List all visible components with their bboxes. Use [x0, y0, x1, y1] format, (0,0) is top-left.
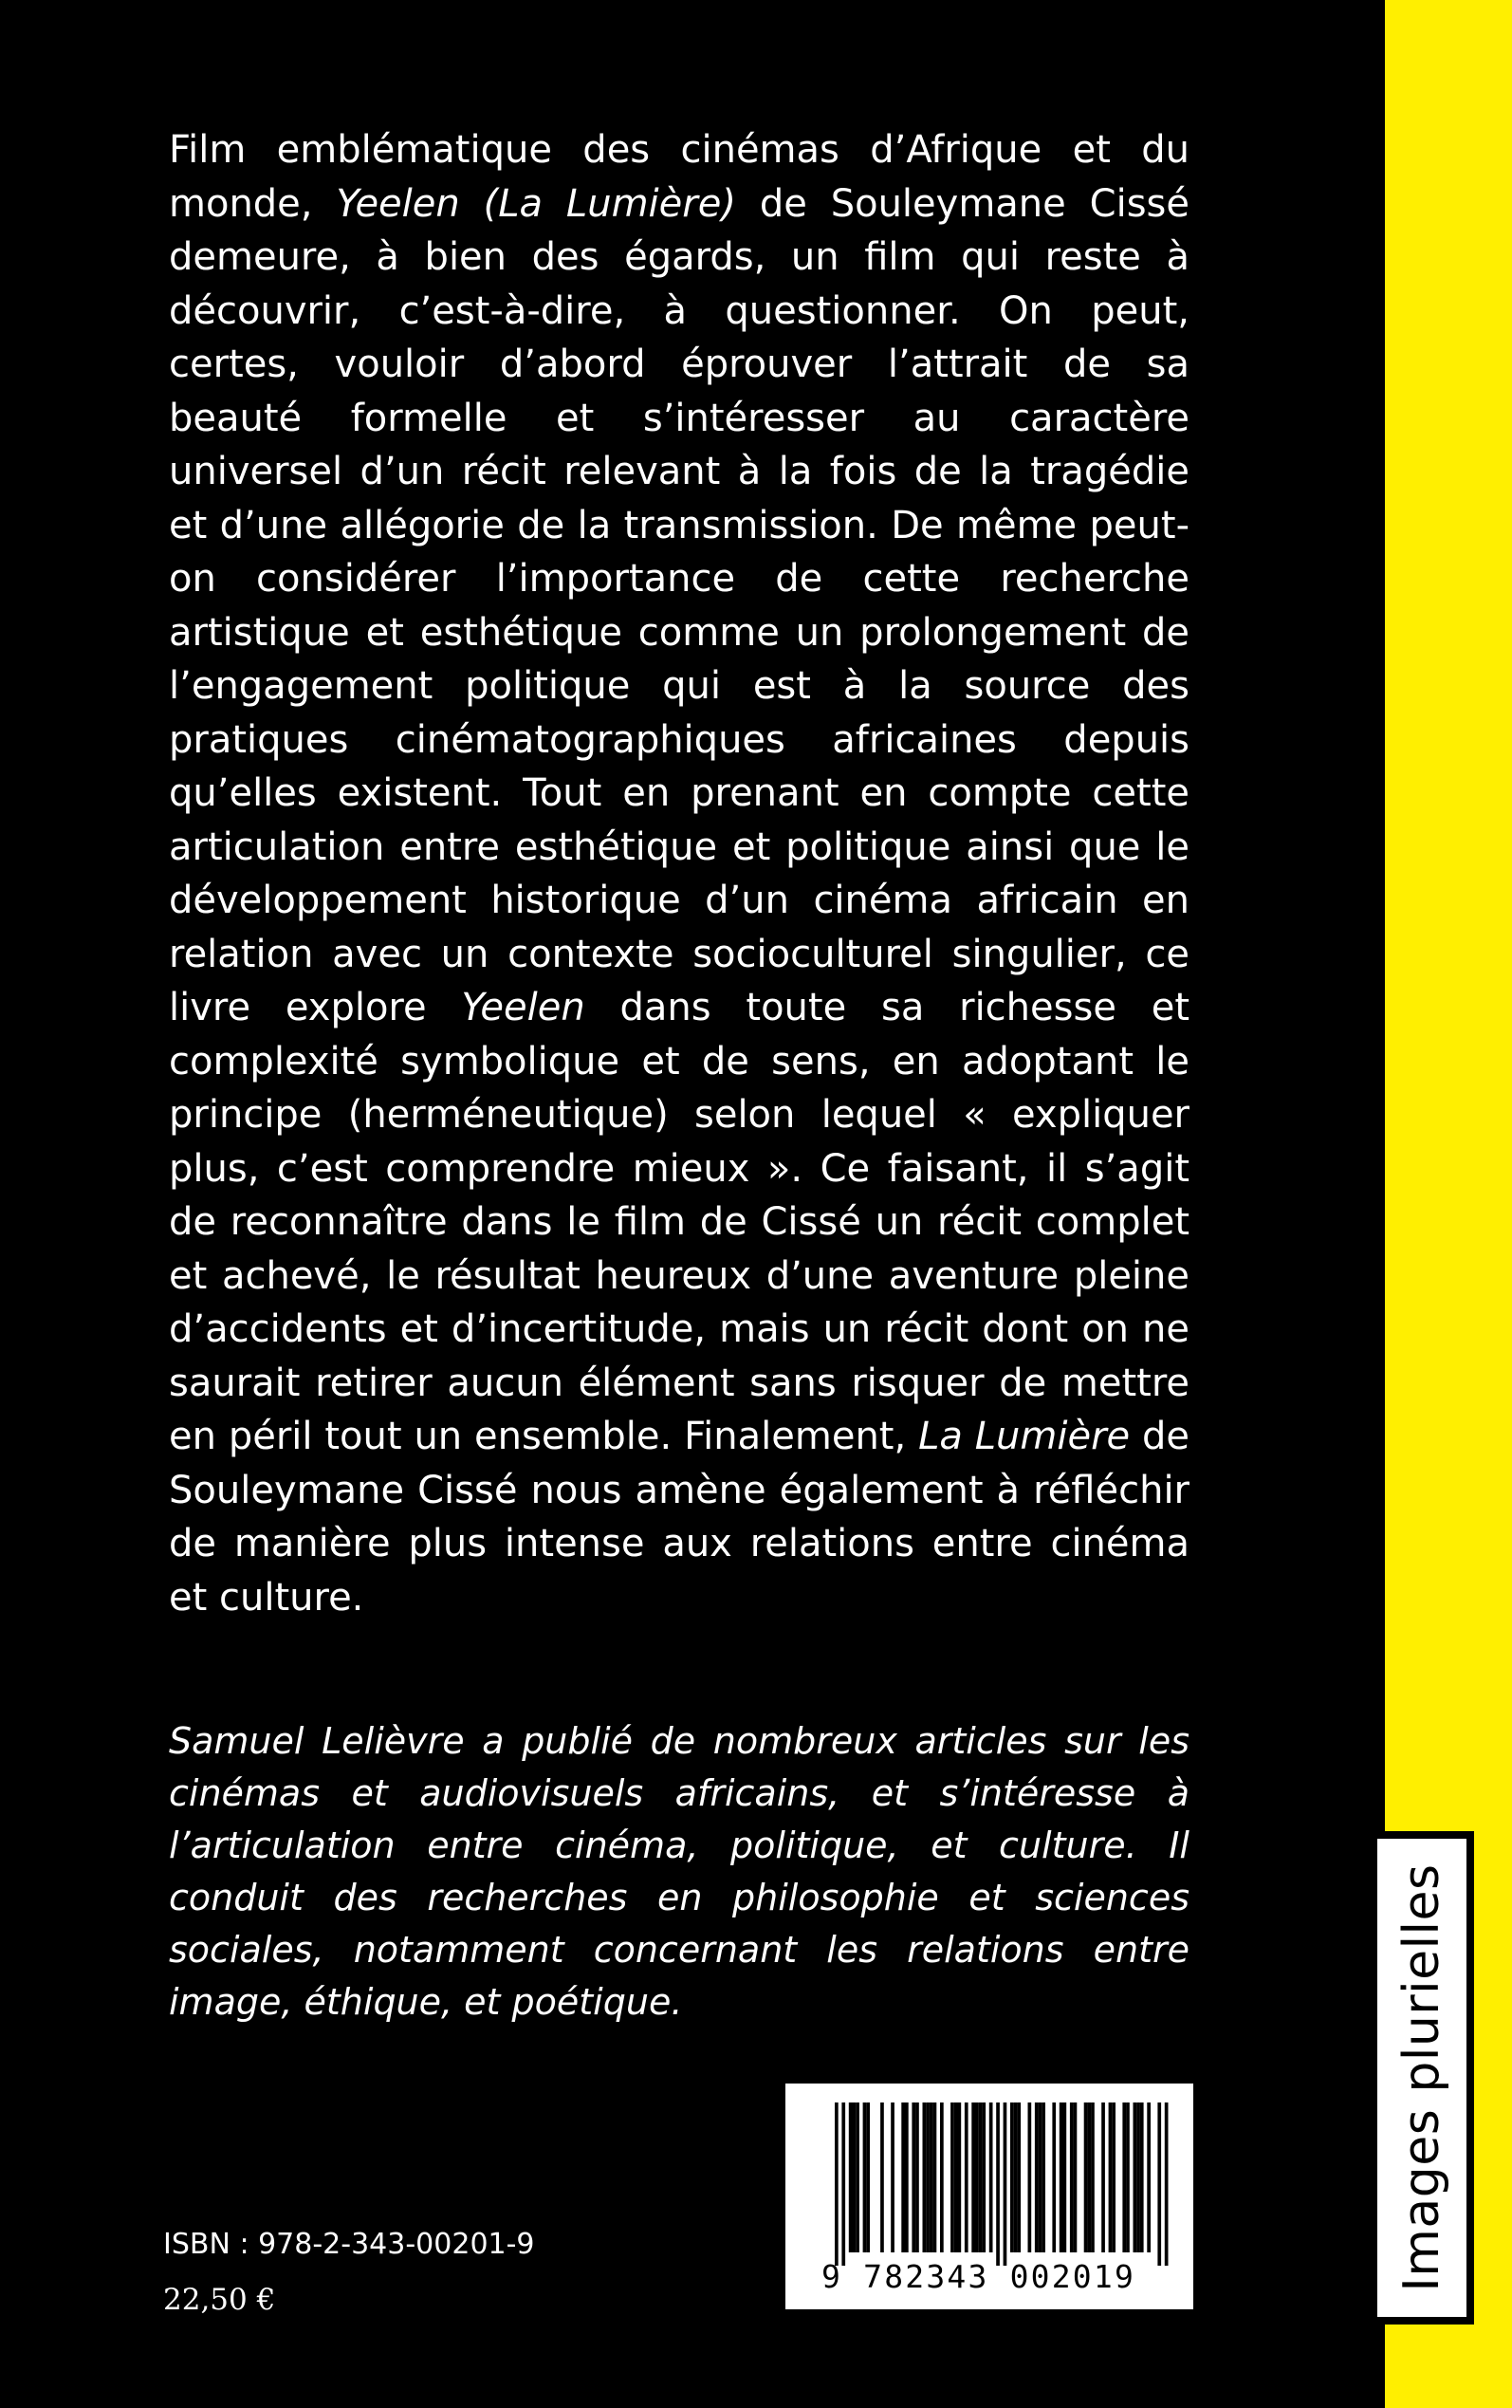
- barcode-bar: [1087, 2102, 1091, 2252]
- barcode-digits: 9 782343 002019: [821, 2258, 1136, 2295]
- blurb-text-2: de Souleymane Cissé demeure, à bien des égards, un film qui reste à découvrir, c’est-à-dire, à questionner. On peut, certes, vouloir d’abord éprouver l’attrait de sa beauté formelle et s’intéresser au caractère universel d’un récit relevant à la fois de la tragédie et d’une allégorie de la transmission. De même peut-on considérer l’importance de cette recherche artistique et esthétique comme un prolongement de l’engagement politique qui est à la source des pratiques cinématographiques africaines depuis qu’elles existent. Tout en prenant en compte cette articulation entre esthétique et politique ainsi que le développement historique d’un cinéma africain en relation avec un contexte socioculturel singulier, ce livre explore: [169, 181, 1189, 1029]
- barcode-bar: [1017, 2102, 1021, 2252]
- barcode-bar: [849, 2102, 853, 2252]
- blurb-film-title: Yeelen (La Lumière): [336, 181, 736, 226]
- barcode-bar: [950, 2102, 954, 2252]
- barcode-bar: [880, 2102, 884, 2252]
- series-label: Images plurielles: [1393, 1863, 1450, 2292]
- barcode-bar: [1101, 2102, 1105, 2252]
- barcode-bar: [1126, 2102, 1130, 2252]
- barcode-bar: [930, 2102, 933, 2252]
- barcode-bar: [979, 2102, 983, 2252]
- barcode-bar: [982, 2102, 986, 2252]
- barcode-bar: [975, 2102, 979, 2252]
- barcode-bar: [1060, 2102, 1063, 2252]
- barcode-bar: [940, 2102, 944, 2252]
- back-cover-blurb: [169, 123, 1189, 1624]
- barcode-bar: [989, 2102, 993, 2252]
- barcode-bar: [1165, 2102, 1169, 2266]
- barcode-bar: [1134, 2102, 1137, 2252]
- barcode-bar: [1122, 2102, 1126, 2252]
- barcode-bar: [853, 2102, 857, 2252]
- barcode-bar: [1052, 2102, 1056, 2252]
- barcode-bar: [1028, 2102, 1032, 2252]
- blurb-film-title-french: La Lumière: [918, 1415, 1131, 1458]
- barcode-bar: [841, 2102, 845, 2266]
- price: 22,50 €: [163, 2283, 276, 2317]
- barcode-bar: [1136, 2102, 1140, 2252]
- barcode-bar: [1109, 2102, 1113, 2252]
- blurb-text-4: de Souleymane Cissé nous amène également à réfléchir de manière plus intense aux relations entre cinéma et culture.: [169, 1415, 1189, 1620]
- isbn-number: ISBN : 978-2-343-00201-9: [163, 2228, 535, 2261]
- barcode-bar: [891, 2102, 894, 2252]
- blurb-text-3: dans toute sa richesse et complexité symbolique et de sens, en adoptant le principe (herméneutique) selon lequel « expliquer plus, c’est comprendre mieux ». Ce faisant, il s’agit de reconnaître dans le film de Cissé un récit complet et achevé, le résultat heureux d’une aventure pleine d’accidents et d’incertitude, mais un récit dont on ne saurait retirer aucun élément sans risquer de mettre en péril tout un ensemble. Finalement,: [169, 986, 1190, 1458]
- barcode-bar: [1004, 2102, 1007, 2266]
- barcode-bar: [856, 2102, 859, 2252]
- barcode-bar: [1147, 2102, 1151, 2252]
- barcode-bar: [866, 2102, 870, 2252]
- barcode-bar: [1157, 2102, 1161, 2266]
- barcode-bar: [926, 2102, 930, 2252]
- barcode-bar: [835, 2102, 839, 2266]
- barcode-bar: [1010, 2102, 1014, 2252]
- author-bio: Samuel Lelièvre a publié de nombreux articles sur les cinémas et audiovisuels africains, et s’intéresse à l’articulation entre cinéma, politique, et culture. Il conduit des recherches en philosophie et sciences sociales, notamment concernant les relations entre image, éthique, et poétique.: [169, 1720, 1189, 2023]
- barcode-bar: [954, 2102, 958, 2252]
- barcode-bar: [912, 2102, 915, 2252]
- barcode-bar: [1074, 2102, 1078, 2252]
- barcode-bar: [1039, 2102, 1042, 2252]
- barcode-bar: [1140, 2102, 1144, 2252]
- barcode-bar: [905, 2102, 909, 2252]
- barcode-bar: [1091, 2102, 1095, 2252]
- barcode-bar: [933, 2102, 937, 2252]
- barcode-bar: [1042, 2102, 1045, 2252]
- barcode-bar: [901, 2102, 905, 2252]
- barcode-bar: [958, 2102, 962, 2252]
- barcode: [785, 2084, 1193, 2309]
- barcode-bar: [915, 2102, 919, 2252]
- barcode-bar: [1112, 2102, 1116, 2252]
- barcode-bar: [1063, 2102, 1067, 2252]
- barcode-bar: [1084, 2102, 1088, 2252]
- barcode-bar: [1014, 2102, 1018, 2252]
- barcode-bar: [1070, 2102, 1074, 2252]
- barcode-bar: [965, 2102, 968, 2252]
- barcode-bar: [996, 2102, 1000, 2266]
- blurb-text-1: Film emblématique des cinémas d’Afrique et du monde,: [169, 128, 1189, 226]
- barcode-bar: [971, 2102, 975, 2252]
- blurb-film-title-short: Yeelen: [461, 986, 585, 1029]
- barcode-bar: [1035, 2102, 1039, 2252]
- barcode-bar: [863, 2102, 867, 2252]
- barcode-bar: [923, 2102, 927, 2252]
- series-tab: [1370, 1831, 1474, 2325]
